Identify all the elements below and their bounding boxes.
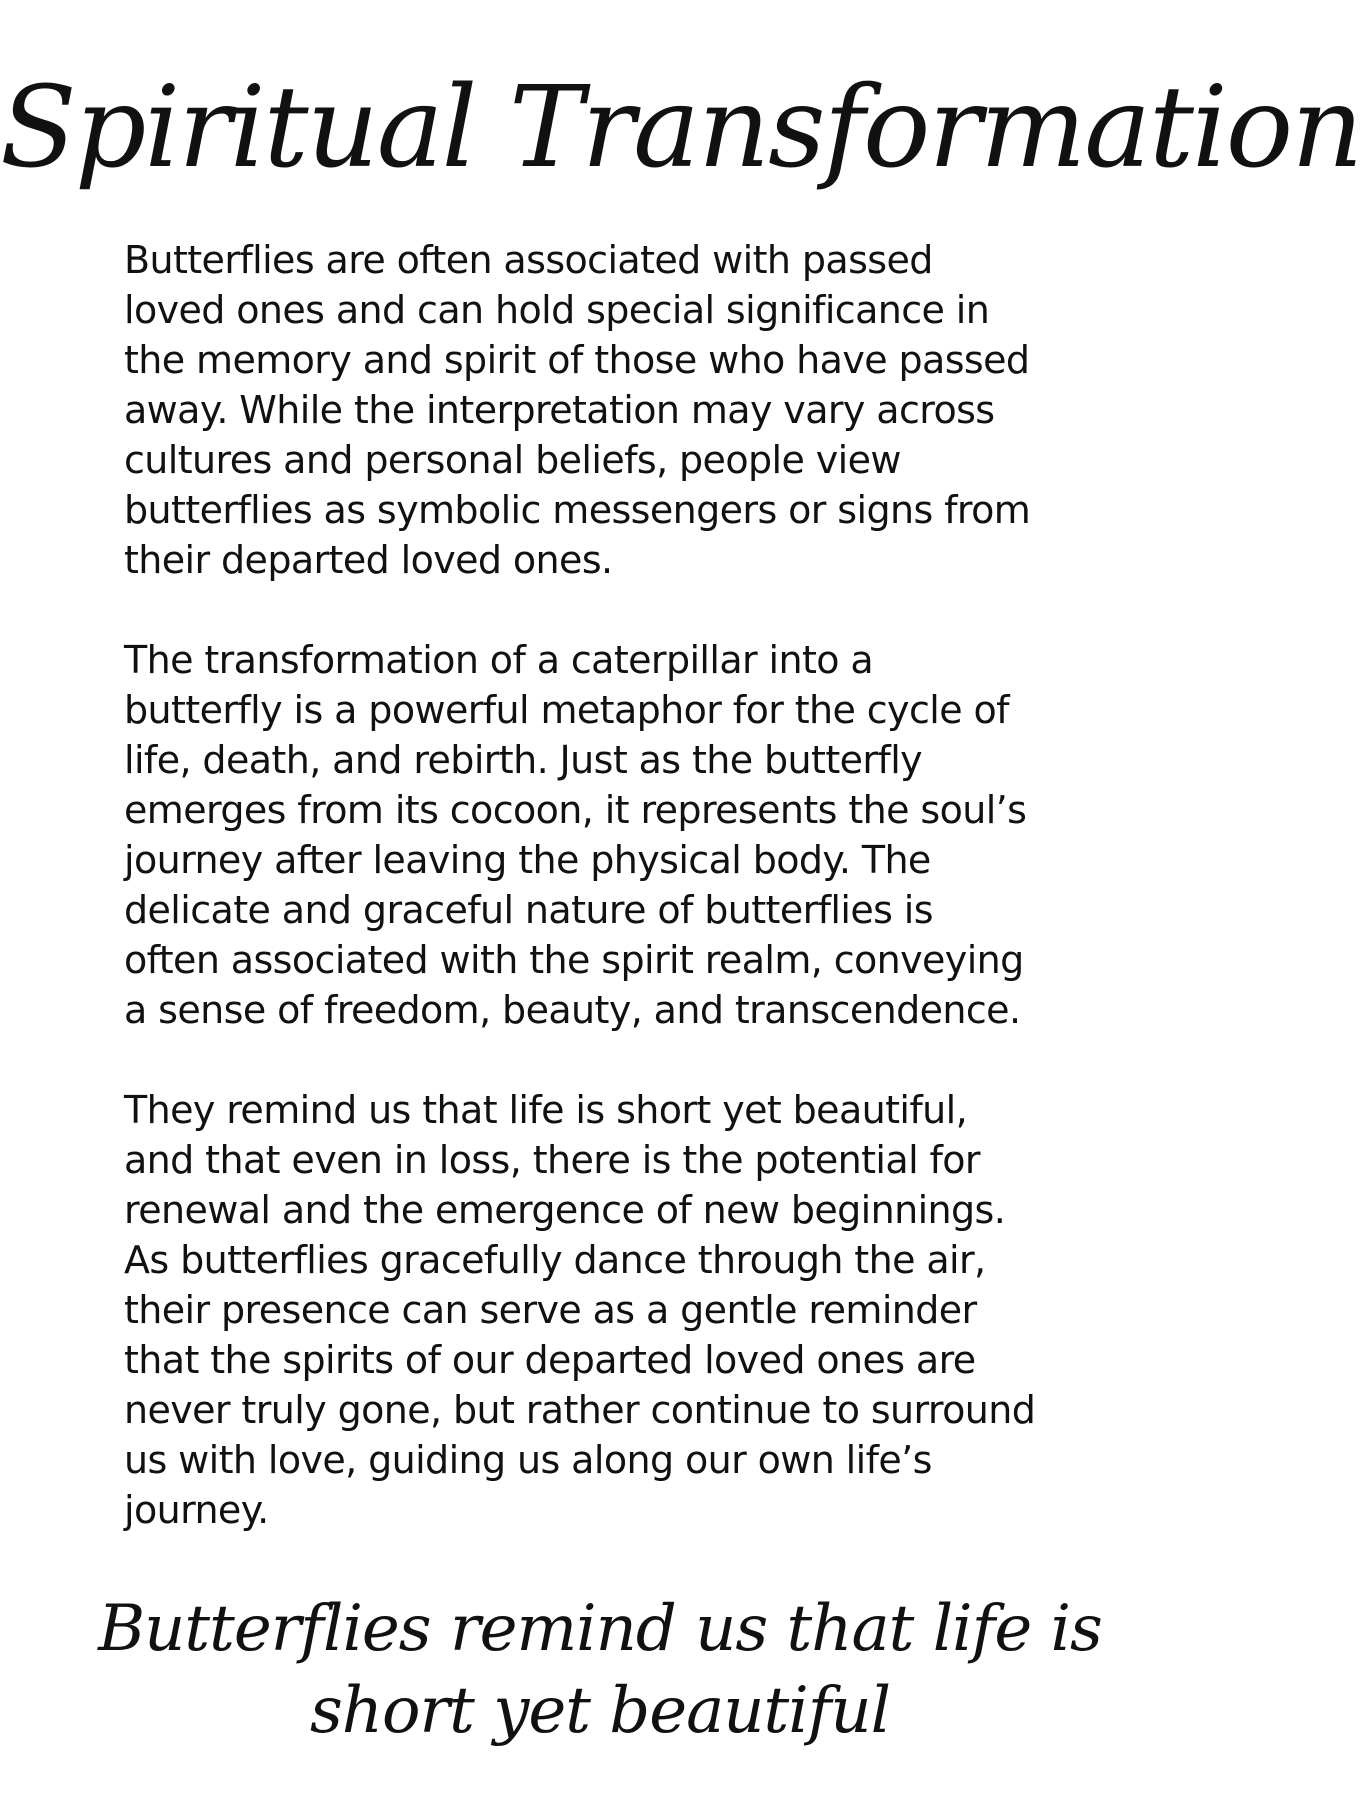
page-title: Spiritual Transformation <box>0 63 1361 193</box>
text-line: renewal and the emergence of new beginnings. <box>124 1188 1006 1232</box>
paragraph-2 <box>124 635 1104 1035</box>
text-line: butterflies as symbolic messengers or signs from <box>124 488 1031 532</box>
text-line: and that even in loss, there is the potential for <box>124 1138 980 1182</box>
text-line: their presence can serve as a gentle reminder <box>124 1288 977 1332</box>
text-line: They remind us that life is short yet beautiful, <box>124 1088 968 1132</box>
paragraph-3 <box>124 1085 1104 1535</box>
text-line: journey after leaving the physical body. The <box>124 838 931 882</box>
quote-line: short yet beautiful <box>309 1674 891 1748</box>
text-line: often associated with the spirit realm, conveying <box>124 938 1024 982</box>
text-line: Butterflies are often associated with passed <box>124 238 933 282</box>
text-line: delicate and graceful nature of butterflies is <box>124 888 933 932</box>
text-line: The transformation of a caterpillar into a <box>124 638 874 682</box>
text-line: life, death, and rebirth. Just as the butterfly <box>124 738 923 782</box>
text-line: loved ones and can hold special significance in <box>124 288 990 332</box>
text-line: cultures and personal beliefs, people view <box>124 438 901 482</box>
text-line: a sense of freedom, beauty, and transcendence. <box>124 988 1021 1032</box>
text-line: their departed loved ones. <box>124 538 613 582</box>
text-line: butterfly is a powerful metaphor for the cycle of <box>124 688 1009 732</box>
text-line: emerges from its cocoon, it represents the soul’s <box>124 788 1027 832</box>
paragraph-1 <box>124 235 1104 585</box>
closing-quote <box>0 1588 1200 1752</box>
text-line: the memory and spirit of those who have passed <box>124 338 1030 382</box>
text-line: As butterflies gracefully dance through the air, <box>124 1238 986 1282</box>
text-line: us with love, guiding us along our own life’s <box>124 1438 932 1482</box>
text-line: away. While the interpretation may vary across <box>124 388 995 432</box>
text-line: journey. <box>124 1488 269 1532</box>
quote-line: Butterflies remind us that life is <box>98 1592 1102 1666</box>
body-text <box>124 235 1104 1535</box>
text-line: that the spirits of our departed loved ones are <box>124 1338 976 1382</box>
text-line: never truly gone, but rather continue to surround <box>124 1388 1036 1432</box>
